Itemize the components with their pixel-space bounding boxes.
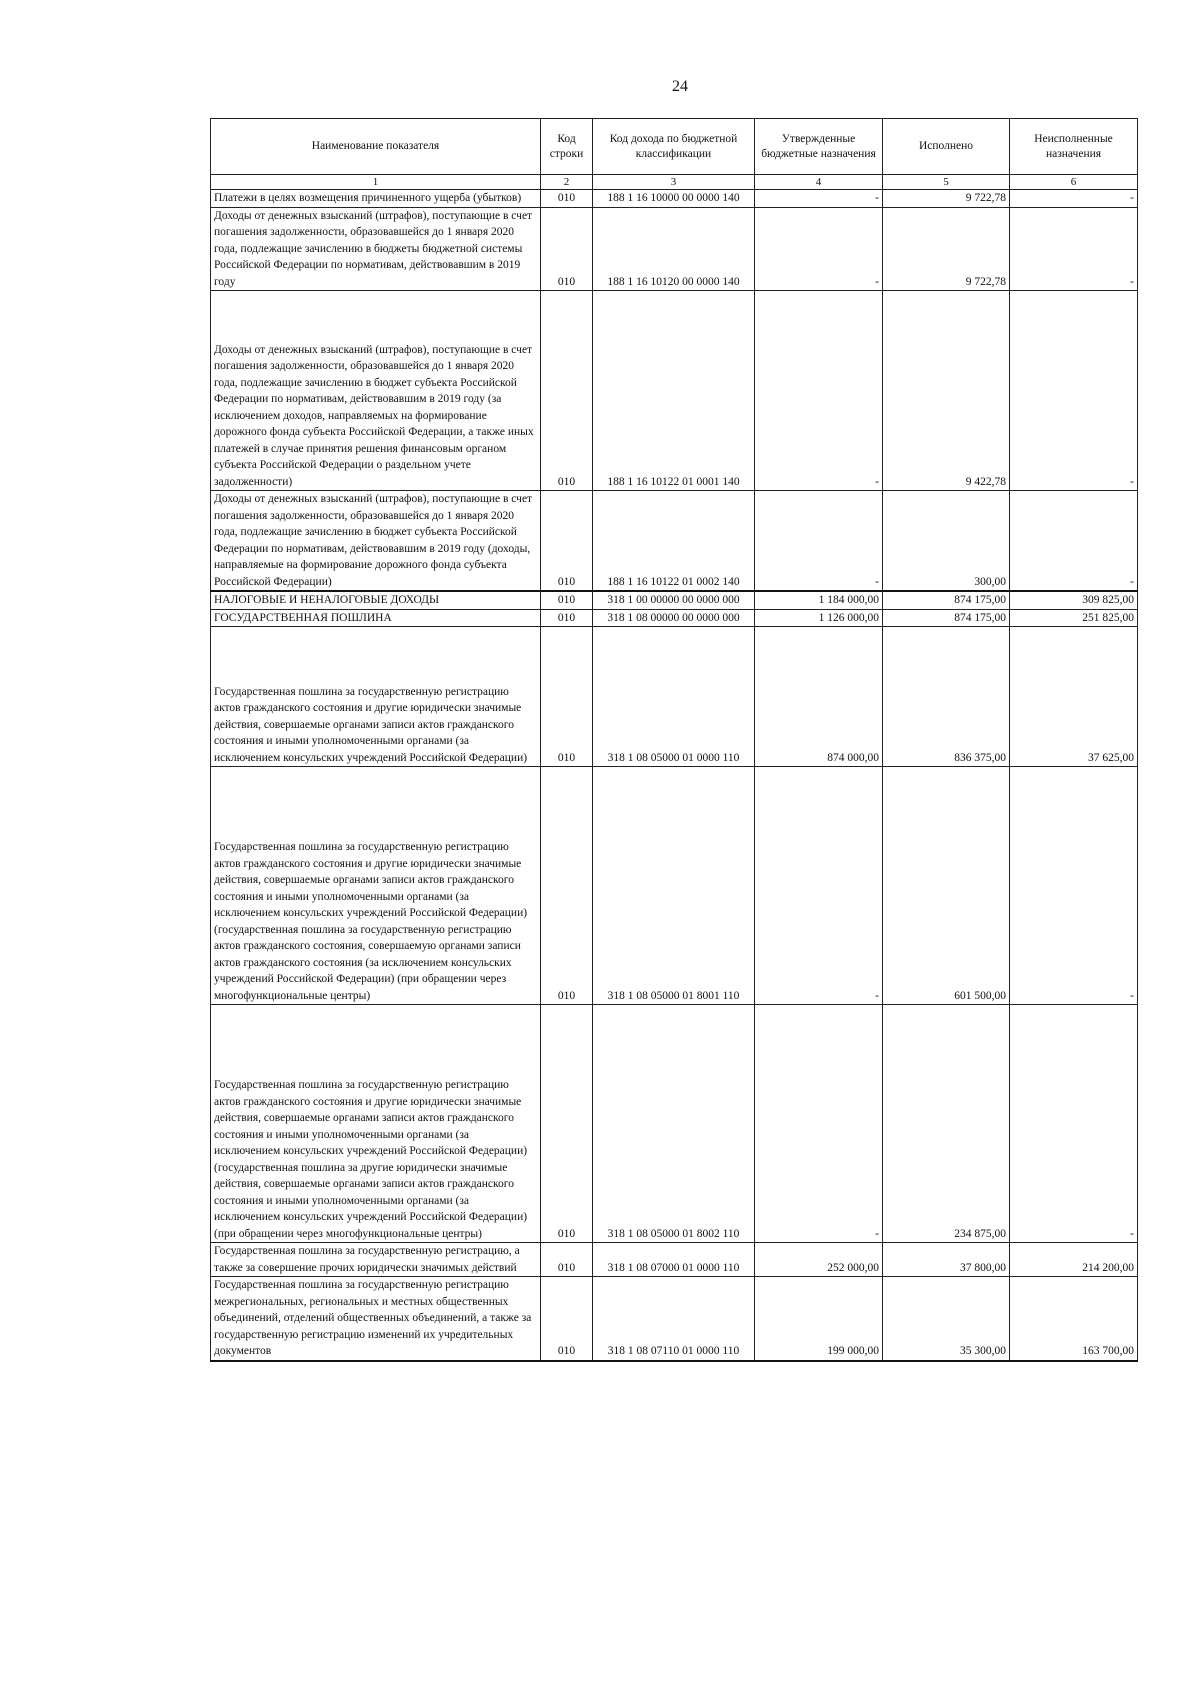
row-approved: - [755,491,883,592]
row-approved: - [755,291,883,491]
row-code: 010 [541,627,593,767]
table-row [211,1243,1138,1277]
header-code: Код строки [541,119,593,175]
row-approved: 252 000,00 [755,1243,883,1277]
row-kbk: 188 1 16 10122 01 0002 140 [593,491,755,592]
column-number-row [211,175,1138,190]
row-code: 010 [541,767,593,1005]
row-code: 010 [541,491,593,592]
header-kbk: Код дохода по бюджетной классификации [593,119,755,175]
row-name: НАЛОГОВЫЕ И НЕНАЛОГОВЫЕ ДОХОДЫ [211,591,541,609]
table-row [211,1277,1138,1361]
row-kbk: 188 1 16 10000 00 0000 140 [593,190,755,208]
page-number: 24 [672,78,688,95]
row-name: Государственная пошлина за государственную регистрацию актов гражданского состояния и другие юридически значимые действия, совершаемые органами записи актов гражданского состояния и иными уполномоченными органами (за исключением консульских учреждений Российской Федерации) (государственная пошлина за государственную регистрацию актов гражданского состояния, совершаемую органами записи актов гражданского состояния (за исключением консульских учреждений Российской Федерации) (при обращении через многофункциональные центры) [211,767,541,1005]
column-number: 5 [883,175,1010,190]
row-approved: - [755,190,883,208]
row-executed: 37 800,00 [883,1243,1010,1277]
row-kbk: 318 1 08 07110 01 0000 110 [593,1277,755,1361]
row-name: Платежи в целях возмещения причиненного ущерба (убытков) [211,190,541,208]
budget-execution-table [210,118,1138,1362]
row-kbk: 318 1 08 05000 01 8001 110 [593,767,755,1005]
row-code: 010 [541,609,593,627]
row-kbk: 318 1 08 07000 01 0000 110 [593,1243,755,1277]
row-executed: 601 500,00 [883,767,1010,1005]
column-number: 4 [755,175,883,190]
table-row [211,609,1138,627]
row-name: ГОСУДАРСТВЕННАЯ ПОШЛИНА [211,609,541,627]
row-code: 010 [541,591,593,609]
row-code: 010 [541,1005,593,1243]
row-executed: 9 722,78 [883,207,1010,291]
row-unexecuted: - [1010,190,1138,208]
row-approved: 1 184 000,00 [755,591,883,609]
table-row [211,1005,1138,1243]
row-kbk: 318 1 08 05000 01 0000 110 [593,627,755,767]
row-executed: 35 300,00 [883,1277,1010,1361]
row-unexecuted: 214 200,00 [1010,1243,1138,1277]
table-row [211,767,1138,1005]
table-row [211,190,1138,208]
row-name: Доходы от денежных взысканий (штрафов), поступающие в счет погашения задолженности, образовавшейся до 1 января 2020 года, подлежащие зачислению в бюджет субъекта Российской Федерации по нормативам, действовавшим в 2019 году (доходы, направляемые на формирование дорожного фонда субъекта Российской Федерации) [211,491,541,592]
row-executed: 9 422,78 [883,291,1010,491]
row-kbk: 318 1 08 05000 01 8002 110 [593,1005,755,1243]
row-executed: 874 175,00 [883,591,1010,609]
row-kbk: 188 1 16 10120 00 0000 140 [593,207,755,291]
row-approved: 874 000,00 [755,627,883,767]
column-number: 6 [1010,175,1138,190]
row-name: Доходы от денежных взысканий (штрафов), поступающие в счет погашения задолженности, образовавшейся до 1 января 2020 года, подлежащие зачислению в бюджеты бюджетной системы Российской Федерации по нормативам, действовавшим в 2019 году [211,207,541,291]
header-unexecuted: Неисполненные назначения [1010,119,1138,175]
row-unexecuted: - [1010,207,1138,291]
row-name: Доходы от денежных взысканий (штрафов), поступающие в счет погашения задолженности, образовавшейся до 1 января 2020 года, подлежащие зачислению в бюджет субъекта Российской Федерации по нормативам, действовавшим в 2019 году (за исключением доходов, направляемых на формирование дорожного фонда субъекта Российской Федерации, а также иных платежей в случае принятия решения финансовым органом субъекта Российской Федерации о раздельном учете задолженности) [211,291,541,491]
row-name: Государственная пошлина за государственную регистрацию актов гражданского состояния и другие юридически значимые действия, совершаемые органами записи актов гражданского состояния и иными уполномоченными органами (за исключением консульских учреждений Российской Федерации) (государственная пошлина за другие юридически значимые действия, совершаемые органами записи актов гражданского состояния и иными уполномоченными органами (за исключением консульских учреждений Российской Федерации) (при обращении через многофункциональные центры) [211,1005,541,1243]
row-unexecuted: - [1010,491,1138,592]
row-approved: - [755,767,883,1005]
row-code: 010 [541,207,593,291]
row-executed: 836 375,00 [883,627,1010,767]
column-number: 2 [541,175,593,190]
column-number: 3 [593,175,755,190]
row-name: Государственная пошлина за государственную регистрацию, а также за совершение прочих юридически значимых действий [211,1243,541,1277]
row-executed: 300,00 [883,491,1010,592]
column-number: 1 [211,175,541,190]
row-approved: 1 126 000,00 [755,609,883,627]
row-unexecuted: - [1010,291,1138,491]
table-row [211,627,1138,767]
row-unexecuted: 37 625,00 [1010,627,1138,767]
row-approved: - [755,207,883,291]
row-name: Государственная пошлина за государственную регистрацию межрегиональных, региональных и местных общественных объединений, отделений общественных объединений, а также за государственную регистрацию изменений их учредительных документов [211,1277,541,1361]
table-row [211,291,1138,491]
row-approved: 199 000,00 [755,1277,883,1361]
table-row [211,207,1138,291]
header-approved: Утвержденные бюджетные назначения [755,119,883,175]
row-code: 010 [541,1243,593,1277]
row-code: 010 [541,190,593,208]
row-executed: 9 722,78 [883,190,1010,208]
table-row [211,491,1138,592]
table-row [211,591,1138,609]
row-unexecuted: - [1010,767,1138,1005]
header-name: Наименование показателя [211,119,541,175]
row-unexecuted: 163 700,00 [1010,1277,1138,1361]
row-code: 010 [541,1277,593,1361]
row-kbk: 318 1 08 00000 00 0000 000 [593,609,755,627]
row-kbk: 318 1 00 00000 00 0000 000 [593,591,755,609]
table-header-row [211,119,1138,175]
row-kbk: 188 1 16 10122 01 0001 140 [593,291,755,491]
row-approved: - [755,1005,883,1243]
row-unexecuted: - [1010,1005,1138,1243]
header-executed: Исполнено [883,119,1010,175]
row-name: Государственная пошлина за государственную регистрацию актов гражданского состояния и другие юридически значимые действия, совершаемые органами записи актов гражданского состояния и иными уполномоченными органами (за исключением консульских учреждений Российской Федерации) [211,627,541,767]
row-executed: 874 175,00 [883,609,1010,627]
row-code: 010 [541,291,593,491]
row-executed: 234 875,00 [883,1005,1010,1243]
row-unexecuted: 309 825,00 [1010,591,1138,609]
row-unexecuted: 251 825,00 [1010,609,1138,627]
